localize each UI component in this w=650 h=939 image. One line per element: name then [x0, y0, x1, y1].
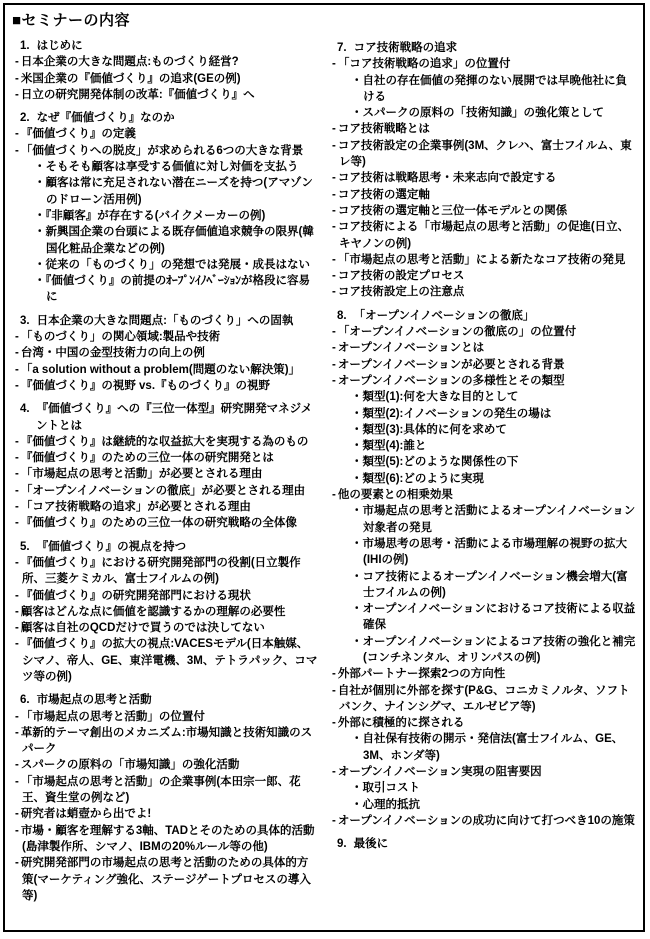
item-text: 米国企業の『価値づくり』の追求(GEの例): [20, 72, 241, 85]
item-marker: ・: [34, 258, 46, 271]
outline-item: [12, 126, 319, 142]
outline-item: [12, 273, 319, 306]
section-number: 1.: [20, 40, 30, 52]
outline-item: [12, 604, 319, 620]
item-marker: -: [332, 204, 336, 217]
outline-item: [12, 450, 319, 466]
outline-item: [12, 257, 319, 273]
outline-item: [329, 471, 636, 487]
outline-item: [329, 170, 636, 186]
item-marker: ・: [351, 733, 363, 746]
item-text: 『価値づくり』の研究開発部門における現状: [20, 589, 251, 602]
outline-item: [12, 71, 319, 87]
outline-item: [329, 324, 636, 340]
item-marker: ・: [351, 456, 363, 469]
item-marker: ・: [351, 505, 363, 518]
item-marker: -: [15, 824, 19, 837]
right-sections: [329, 40, 636, 853]
section-heading-text: 日本企業の大きな問題点:「ものづくり」への固執: [36, 314, 294, 327]
outline-item: [329, 56, 636, 72]
outline-item: [329, 121, 636, 137]
item-text: 自社が個別に外部を探す(P&G、コニカミノルタ、ソフトバンク、ナインシグマ、エルゼビア等): [337, 684, 630, 713]
item-text: 新興国企業の台頭による既存価値追求競争の限界(韓国化粧品企業などの例): [45, 226, 314, 255]
item-text: 「コア技術戦略の追求」の位置付: [337, 58, 511, 71]
item-marker: -: [15, 710, 19, 723]
item-marker: ・: [34, 226, 46, 239]
section-heading: [329, 40, 636, 56]
item-marker: ・: [351, 107, 363, 120]
item-text: 外部パートナー探索2つの方向性: [337, 668, 506, 681]
item-text: コア技術の選定軸と三位一体モデルとの関係: [337, 204, 568, 217]
item-text: 類型(5):どのような関係性の下: [362, 456, 519, 469]
item-marker: ・: [351, 472, 363, 485]
item-marker: ・: [351, 537, 363, 550]
outline-item: [329, 666, 636, 682]
item-text: 「コア技術戦略の追求」が必要とされる理由: [20, 501, 251, 514]
section-heading-text: 市場起点の思考と活動: [36, 694, 152, 707]
outline-item: [12, 709, 319, 725]
page-border: [3, 3, 645, 932]
section-heading: [12, 313, 319, 329]
item-text: 「a solution without a problem(問題のない解決策)」: [20, 363, 301, 376]
item-text: 『価値づくり』のための三位一体の研究戦略の全体像: [20, 517, 297, 530]
outline-item: [329, 797, 636, 813]
item-marker: ・: [351, 603, 363, 616]
item-text: 類型(3):具体的に何を求めて: [362, 423, 507, 436]
section-heading: [12, 692, 319, 708]
item-text: 市場思考の思考・活動による市場理解の視野の拡大(IHIの例): [362, 537, 627, 567]
item-text: 『価値づくり』の前提のｵｰﾌﾟﾝｲﾉﾍﾞｰｼｮﾝが格段に容易に: [45, 275, 310, 304]
item-text: 「オープンイノベーションの徹底」が必要とされる理由: [20, 484, 306, 497]
outline-item: [12, 143, 319, 159]
section: [12, 692, 319, 904]
section-number: 9.: [337, 838, 347, 851]
item-marker: -: [15, 484, 19, 497]
outline-item: [329, 284, 636, 300]
section-heading-text: コア技術戦略の追求: [353, 42, 458, 54]
item-marker: -: [15, 452, 19, 465]
outline-item: [329, 422, 636, 438]
outline-item: [329, 601, 636, 634]
item-marker: -: [15, 128, 19, 141]
outline-item: [12, 329, 319, 345]
document-title: ■セミナーの内容: [12, 12, 131, 29]
item-marker: -: [15, 363, 19, 376]
item-text: そもそも顧客は享受する価値に対し対価を支払う: [45, 161, 299, 174]
item-text: 「オープンイノベーションの徹底の」の位置付: [337, 326, 577, 339]
item-marker: -: [332, 326, 336, 339]
item-marker: -: [15, 589, 19, 602]
item-text: 台湾・中国の金型技術力の向上の例: [20, 347, 205, 360]
outline-item: [12, 620, 319, 636]
section-heading: [329, 308, 636, 324]
outline-item: [12, 483, 319, 499]
item-text: コア技術設定上の注意点: [337, 286, 465, 299]
section-heading-text: はじめに: [36, 40, 83, 52]
outline-item: [12, 378, 319, 394]
outline-item: [329, 813, 636, 829]
outline-item: [12, 345, 319, 361]
item-text: オープンイノベーション実現の阻害要因: [337, 766, 542, 779]
item-marker: -: [15, 468, 19, 481]
item-text: 類型(2):イノベーションの発生の場は: [362, 407, 552, 420]
outline-item: [12, 466, 319, 482]
item-text: 他の要素との相乗効果: [337, 489, 453, 502]
section-number: 5.: [20, 540, 30, 553]
item-marker: -: [332, 172, 336, 185]
item-marker: -: [332, 123, 336, 136]
section: [329, 40, 636, 301]
item-text: 従来の「ものづくり」の発想では発展・成長はない: [45, 258, 310, 271]
item-marker: ・: [34, 275, 46, 288]
item-marker: -: [332, 374, 336, 387]
item-text: 自社の存在価値の発揮のない展開では早晩他社に負ける: [362, 74, 627, 103]
item-text: オープンイノベーションの成功に向けて打つべき10の施策: [337, 814, 635, 827]
item-marker: -: [15, 435, 19, 448]
section-heading: [12, 401, 319, 434]
item-text: 『価値づくり』の拡大の視点:VACESモデル(日本触媒、シマノ、帝人、GE、東洋電機、3M、テトラパック、コマツ等の例): [20, 638, 318, 683]
item-marker: ・: [34, 161, 46, 174]
item-marker: -: [15, 556, 19, 569]
outline-item: [12, 757, 319, 773]
section-heading: [12, 38, 319, 54]
item-text: 類型(1):何を大きな目的として: [362, 391, 519, 404]
item-marker: ・: [351, 407, 363, 420]
outline-item: [329, 73, 636, 106]
item-text: 外部に積極的に探される: [337, 717, 465, 730]
section: [12, 38, 319, 103]
item-text: 「市場起点の思考と活動」による新たなコア技術の発見: [337, 253, 626, 266]
item-text: 「市場起点の思考と活動」が必要とされる理由: [20, 468, 263, 481]
outline-item: [12, 555, 319, 588]
outline-item: [12, 434, 319, 450]
outline-item: [329, 634, 636, 667]
item-text: コア技術の選定軸: [337, 188, 430, 201]
item-marker: -: [15, 622, 19, 635]
item-text: 研究者は蛸壺から出でよ!: [20, 808, 152, 821]
section-heading: [329, 836, 636, 852]
item-text: コア技術の設定プロセス: [337, 270, 465, 283]
outline-item: [12, 806, 319, 822]
item-marker: ・: [351, 423, 363, 436]
outline-item: [329, 105, 636, 121]
item-marker: -: [15, 347, 19, 360]
item-marker: -: [332, 139, 336, 152]
section: [329, 836, 636, 852]
item-marker: ・: [34, 177, 46, 190]
item-marker: -: [332, 270, 336, 283]
outline-item: [329, 268, 636, 284]
outline-item: [329, 454, 636, 470]
outline-item: [329, 715, 636, 731]
item-text: オープンイノベーションにおけるコア技術による収益確保: [362, 603, 636, 632]
outline-item: [12, 224, 319, 257]
outline-item: [329, 373, 636, 389]
section: [12, 110, 319, 306]
outline-item: [329, 536, 636, 569]
outline-item: [329, 780, 636, 796]
item-text: 心理的抵抗: [362, 798, 420, 811]
item-marker: -: [15, 605, 19, 618]
section-heading-text: なぜ『価値づくり』なのか: [36, 112, 175, 125]
outline-item: [12, 362, 319, 378]
item-marker: -: [332, 684, 336, 697]
item-text: 「価値づくりへの脱皮」が求められる6つの大きな背景: [20, 144, 304, 157]
item-marker: -: [332, 188, 336, 201]
item-text: コア技術設定の企業事例(3M、クレハ、富士フイルム、東レ等): [337, 139, 632, 169]
left-sections: [12, 38, 319, 904]
item-text: 日本企業の大きな問題点:ものづくり経営?: [20, 56, 239, 69]
item-text: コア技術戦略とは: [337, 123, 430, 136]
item-text: 「市場起点の思考と活動」の位置付: [20, 710, 205, 723]
outline-item: [329, 138, 636, 171]
outline-item: [329, 569, 636, 602]
item-text: オープンイノベーションの多様性とその類型: [337, 374, 565, 387]
outline-item: [12, 636, 319, 685]
section-number: 6.: [20, 694, 30, 707]
item-text: オープンイノベーションによるコア技術の強化と補完(コンチネンタル、オリンパスの例): [362, 635, 636, 664]
item-marker: -: [15, 88, 19, 101]
column-top-spacer: [329, 11, 636, 33]
outline-item: [329, 503, 636, 536]
item-text: 「市場起点の思考と活動」の企業事例(本田宗一郎、花王、資生堂の例など): [20, 775, 301, 805]
item-text: 類型(4):誰と: [362, 440, 427, 453]
outline-item: [329, 764, 636, 780]
outline-item: [12, 515, 319, 531]
outline-item: [329, 187, 636, 203]
item-text: スパークの原料の「技術知識」の強化策として: [362, 107, 604, 120]
item-marker: -: [332, 358, 336, 371]
item-marker: -: [15, 144, 19, 157]
item-marker: -: [332, 58, 336, 71]
item-marker: ・: [351, 635, 363, 648]
item-text: 『価値づくり』の視野 vs.『ものづくり』の視野: [20, 379, 271, 392]
section: [12, 539, 319, 686]
item-text: 市場起点の思考と活動によるオープンイノベーション対象者の発見: [362, 505, 636, 534]
outline-item: [329, 683, 636, 716]
item-marker: -: [332, 489, 336, 502]
seminar-outline: [5, 5, 643, 904]
item-text: 顧客はどんな点に価値を認識するかの理解の必要性: [20, 605, 286, 618]
item-text: 革新的テーマ創出のメカニズム:市場知識と技術知識のスパーク: [20, 726, 313, 756]
item-marker: -: [332, 668, 336, 681]
item-marker: -: [332, 253, 336, 266]
outline-item: [12, 159, 319, 175]
item-text: 『価値づくり』は継続的な収益拡大を実現する為のもの: [20, 435, 309, 448]
item-text: 『価値づくり』の定義: [20, 128, 136, 141]
item-marker: ・: [351, 570, 363, 583]
section-number: 8.: [337, 309, 347, 322]
item-text: 日立の研究開発体制の改革:『価値づくり』へ: [20, 88, 255, 101]
item-text: コア技術によるオープンイノベーション機会増大(富士フイルムの例): [362, 570, 628, 599]
item-marker: -: [15, 775, 19, 788]
outline-item: [329, 389, 636, 405]
right-column: [329, 11, 636, 904]
item-marker: -: [15, 379, 19, 392]
item-marker: ・: [351, 798, 363, 811]
item-text: コア技術による「市場起点の思考と活動」の促進(日立、キヤノンの例): [337, 221, 630, 250]
outline-item: [12, 823, 319, 856]
item-marker: -: [15, 857, 19, 870]
item-marker: ・: [351, 440, 363, 453]
outline-item: [12, 499, 319, 515]
item-marker: -: [15, 808, 19, 821]
outline-item: [329, 252, 636, 268]
section: [12, 313, 319, 394]
outline-item: [329, 406, 636, 422]
item-marker: -: [15, 56, 19, 69]
section-heading-text: 『価値づくり』への『三位一体型』研究開発マネジメントとは: [36, 403, 313, 432]
item-text: 『価値づくり』における研究開発部門の役割(日立製作所、三菱ケミカル、富士フイルムの例): [20, 556, 301, 586]
left-column: [12, 11, 319, 904]
outline-item: [12, 208, 319, 224]
outline-item: [329, 357, 636, 373]
section: [12, 401, 319, 531]
section-heading-text: 『価値づくり』の視点を持つ: [36, 540, 187, 553]
outline-item: [12, 54, 319, 70]
outline-item: [329, 731, 636, 764]
item-marker: -: [15, 638, 19, 651]
item-marker: -: [332, 766, 336, 779]
item-text: 顧客は自社のQCDだけで買うのでは決してない: [20, 622, 265, 635]
item-text: オープンイノベーションが必要とされる背景: [337, 358, 565, 371]
item-marker: ・: [34, 209, 46, 222]
item-text: オープンイノベーションとは: [337, 342, 485, 355]
item-text: 顧客は常に充足されない潜在ニーズを持つ(アマゾンのドローン活用例): [45, 177, 313, 206]
item-marker: -: [15, 726, 19, 739]
outline-item: [329, 203, 636, 219]
item-text: 類型(6):どのように実現: [362, 472, 484, 485]
item-marker: -: [332, 814, 336, 827]
outline-item: [12, 87, 319, 103]
item-marker: -: [15, 72, 19, 85]
item-marker: -: [15, 759, 19, 772]
item-text: 市場・顧客を理解する3軸、TADとそのための具体的活動(島津製作所、シマノ、IBMの20%ルール等の他): [20, 824, 315, 853]
section-heading-text: 最後に: [353, 838, 389, 851]
section-heading-text: 「オープンイノベーションの徹底」: [353, 309, 535, 322]
item-marker: ・: [351, 74, 363, 87]
outline-item: [329, 340, 636, 356]
outline-item: [329, 487, 636, 503]
outline-item: [12, 725, 319, 758]
item-text: 『非顧客』が存在する(バイクメーカーの例): [45, 209, 266, 222]
item-text: 『価値づくり』のための三位一体の研究開発とは: [20, 452, 274, 465]
outline-item: [329, 438, 636, 454]
outline-item: [12, 774, 319, 807]
item-marker: -: [15, 501, 19, 514]
item-marker: -: [332, 717, 336, 730]
section-heading: [12, 110, 319, 126]
outline-item: [12, 175, 319, 208]
item-text: 「ものづくり」の関心領域:製品や技術: [20, 331, 221, 344]
item-text: 取引コスト: [362, 782, 420, 795]
item-text: 自社保有技術の開示・発信法(富士フイルム、GE、3M、ホンダ等): [362, 733, 624, 762]
section: [329, 308, 636, 830]
outline-item: [12, 588, 319, 604]
item-marker: ・: [351, 782, 363, 795]
item-marker: -: [332, 286, 336, 299]
item-marker: ・: [351, 391, 363, 404]
outline-item: [329, 219, 636, 252]
item-text: 研究開発部門の市場起点の思考と活動のための具体的方策(マーケティング強化、ステージゲートプロセスの導入等): [20, 857, 311, 902]
item-marker: -: [332, 342, 336, 355]
item-marker: -: [332, 221, 336, 234]
outline-item: [12, 855, 319, 904]
item-marker: -: [15, 517, 19, 530]
section-number: 2.: [20, 112, 30, 125]
section-number: 7.: [337, 42, 347, 54]
item-text: スパークの原料の「市場知識」の強化活動: [20, 759, 240, 772]
item-text: コア技術は戦略思考・未来志向で設定する: [337, 172, 557, 185]
section-heading: [12, 539, 319, 555]
item-marker: -: [15, 331, 19, 344]
section-number: 4.: [20, 403, 30, 416]
section-number: 3.: [20, 314, 30, 327]
